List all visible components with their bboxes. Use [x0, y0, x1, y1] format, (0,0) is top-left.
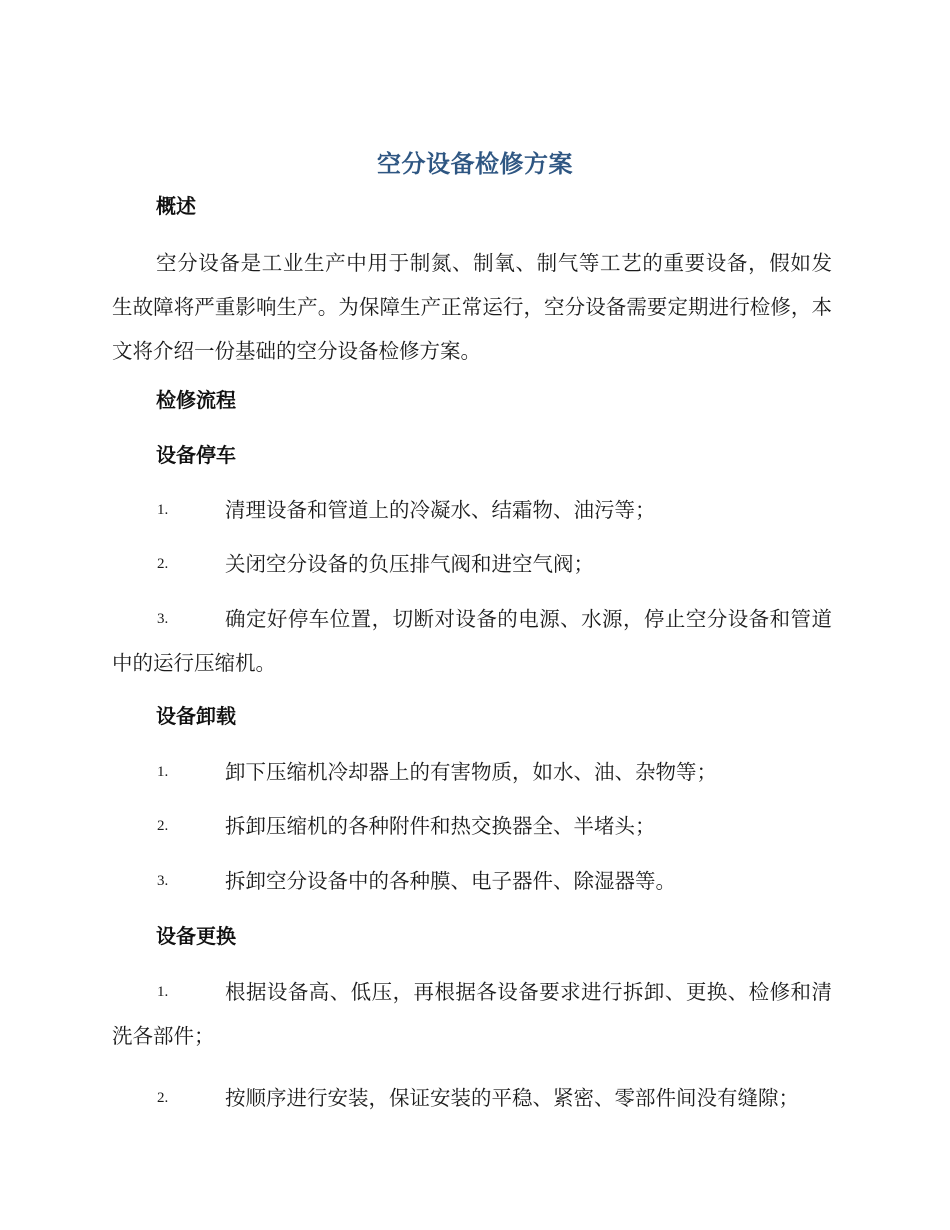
- list-item-text: 拆卸压缩机的各种附件和热交换器全、半堵头；: [225, 814, 656, 838]
- list-item-number: 1.: [157, 764, 169, 780]
- list-item: [112, 970, 832, 1058]
- list-item-text: 根据设备高、低压，再根据各设备要求进行拆卸、更换、检修和清洗各部件；: [112, 980, 832, 1048]
- list-item-text: 拆卸空分设备中的各种膜、电子器件、除湿器等。: [225, 869, 676, 893]
- list-item: [112, 542, 832, 586]
- list-item-number: 2.: [157, 556, 169, 572]
- list-item-text: 确定好停车位置，切断对设备的电源、水源，停止空分设备和管道中的运行压缩机。: [112, 607, 832, 675]
- list-item-number: 2.: [157, 1090, 169, 1106]
- list-item-number: 2.: [157, 818, 169, 834]
- list-item-number: 1.: [157, 502, 169, 518]
- heading-unload: 设备卸载: [156, 704, 236, 728]
- list-item: [112, 597, 832, 685]
- list-item-text: 卸下压缩机冷却器上的有害物质，如水、油、杂物等；: [225, 760, 717, 784]
- list-item-text: 按顺序进行安装，保证安装的平稳、紧密、零部件间没有缝隙；: [225, 1086, 799, 1110]
- heading-process: 检修流程: [156, 388, 236, 412]
- list-item-number: 1.: [157, 984, 169, 1000]
- list-item: [112, 859, 832, 903]
- heading-shutdown: 设备停车: [156, 443, 236, 467]
- list-item: [112, 804, 832, 848]
- list-item-number: 3.: [157, 611, 169, 627]
- overview-paragraph: 空分设备是工业生产中用于制氮、制氧、制气等工艺的重要设备，假如发生故障将严重影响生产。为保障生产正常运行，空分设备需要定期进行检修，本文将介绍一份基础的空分设备检修方案。: [112, 251, 832, 363]
- heading-replace: 设备更换: [156, 924, 236, 948]
- list-item: [112, 1076, 832, 1120]
- list-item-text: 清理设备和管道上的冷凝水、结霜物、油污等；: [225, 498, 656, 522]
- list-item-text: 关闭空分设备的负压排气阀和进空气阀；: [225, 552, 594, 576]
- list-item-number: 3.: [157, 873, 169, 889]
- heading-overview: 概述: [156, 194, 196, 218]
- list-item: [112, 488, 832, 532]
- document-title: 空分设备检修方案: [377, 150, 573, 178]
- list-item: [112, 750, 832, 794]
